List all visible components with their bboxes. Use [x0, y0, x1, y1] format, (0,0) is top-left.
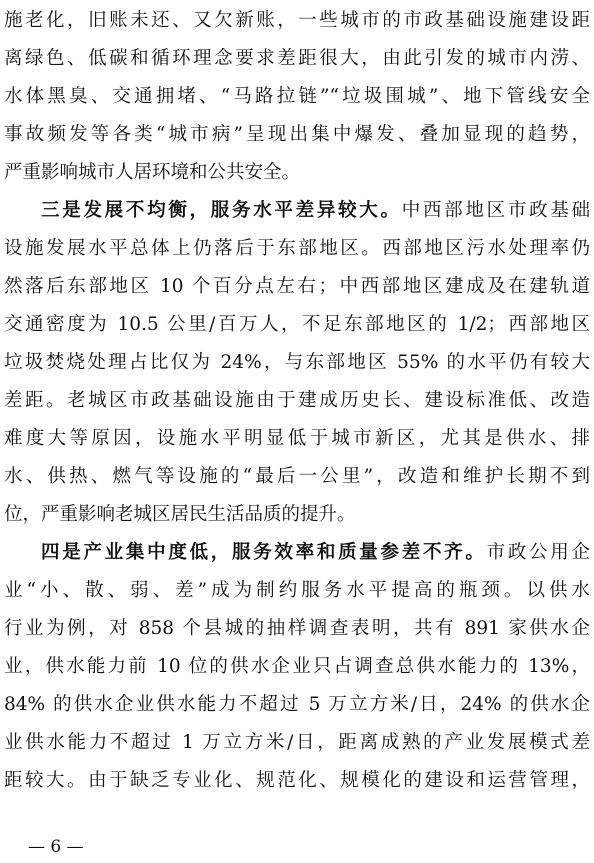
- text-line: 行业为例，对 858 个县城的抽样调查表明，共有 891 家供水企: [4, 618, 590, 639]
- text-line: 84% 的供水企业供水能力不超过 5 万立方米/日，24% 的供水企: [4, 694, 590, 715]
- page-number: — 6 —: [28, 837, 84, 857]
- text-line: 难度大等原因，设施水平明显低于城市新区，尤其是供水、排: [4, 428, 590, 449]
- text-line: 水体黑臭、交通拥堵、“马路拉链”“垃圾围城”、地下管线安全: [4, 86, 590, 107]
- text-line: 离绿色、低碳和循环理念要求差距很大，由此引发的城市内涝、: [4, 48, 590, 69]
- text-line: 垃圾焚烧处理占比仅为 24%，与东部地区 55% 的水平仍有较大: [4, 352, 590, 373]
- text-line: 距较大。由于缺乏专业化、规范化、规模化的建设和运营管理，: [4, 770, 590, 791]
- paragraph-3: [4, 534, 590, 800]
- line-text: 市政公用企: [486, 542, 590, 563]
- line-text: 中西部地区市政基础: [401, 200, 590, 221]
- text-line: 然落后东部地区 10 个百分点左右；中西部地区建成及在建轨道: [4, 276, 590, 297]
- paragraph-2: [4, 192, 590, 534]
- paragraph-1: [4, 2, 590, 192]
- text-line: 差距。老城区市政基础设施由于建成历史长、建设标准低、改造: [4, 390, 590, 411]
- body-text: [4, 2, 590, 800]
- text-line: 交通密度为 10.5 公里/百万人，不足东部地区的 1/2；西部地区: [4, 314, 590, 335]
- text-line: 水、供热、燃气等设施的“最后一公里”，改造和维护长期不到: [4, 466, 590, 487]
- text-line: 设施发展水平总体上仍落后于东部地区。西部地区污水处理率仍: [4, 238, 590, 259]
- text-line: 严重影响城市人居环境和公共安全。: [4, 162, 301, 183]
- text-line: [4, 534, 590, 572]
- text-line: 位，严重影响老城区居民生活品质的提升。: [4, 504, 356, 525]
- text-line: 业，供水能力前 10 位的供水企业只占调查总供水能力的 13%，: [4, 656, 590, 677]
- text-line: [4, 192, 590, 230]
- text-line: 业“小、散、弱、差”成为制约服务水平提高的瓶颈。以供水: [4, 580, 590, 601]
- paragraph-heading: 四是产业集中度低，服务效率和质量参差不齐。: [41, 542, 487, 563]
- text-line: 事故频发等各类“城市病”呈现出集中爆发、叠加显现的趋势，: [4, 124, 590, 145]
- text-line: 业供水能力不超过 1 万立方米/日，距离成熟的产业发展模式差: [4, 732, 590, 753]
- paragraph-heading: 三是发展不均衡，服务水平差异较大。: [41, 200, 402, 221]
- text-line: 施老化，旧账未还、又欠新账，一些城市的市政基础设施建设距: [4, 10, 590, 31]
